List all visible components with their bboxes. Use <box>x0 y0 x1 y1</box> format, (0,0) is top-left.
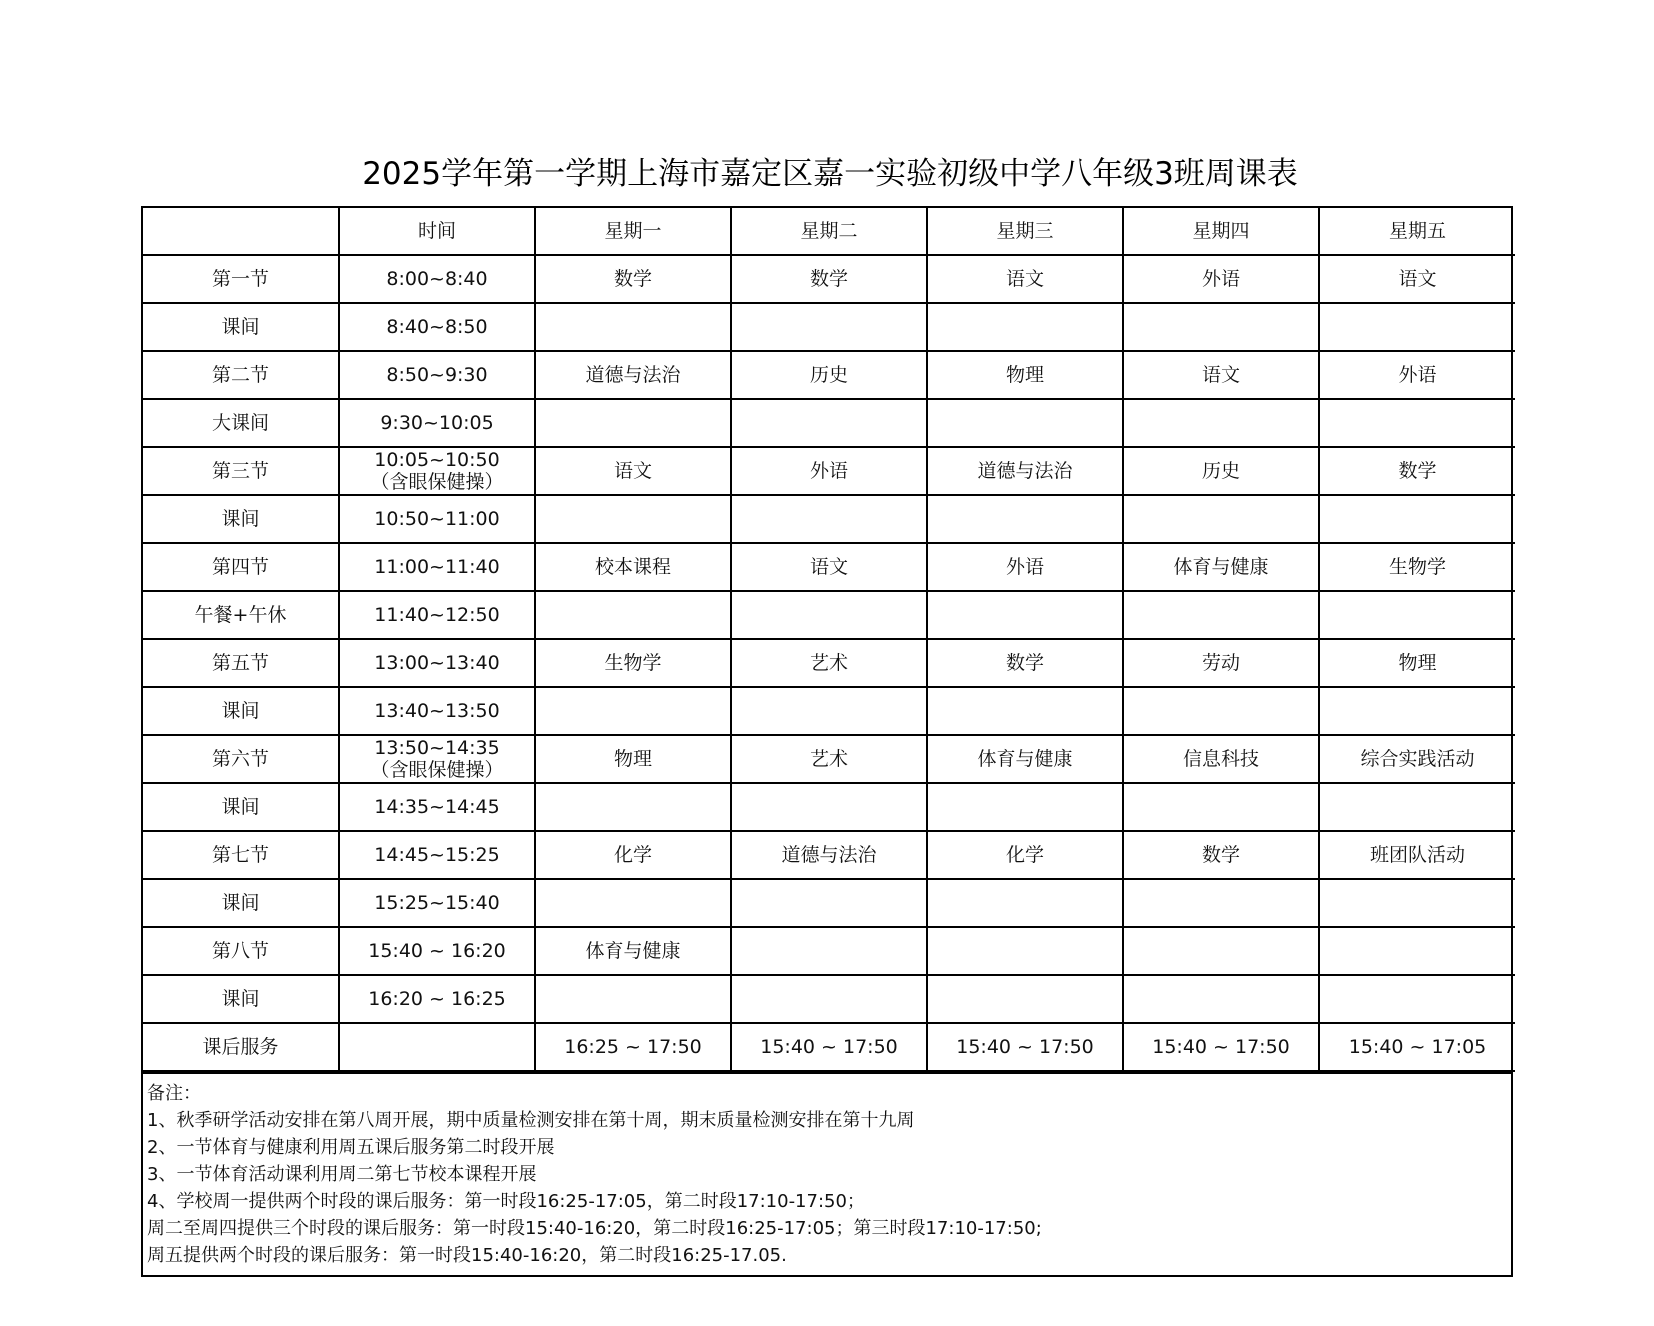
table-row <box>143 975 1515 1023</box>
subject-cell: 班团队活动 <box>1319 831 1515 879</box>
subject-cell: 物理 <box>927 351 1123 399</box>
subject-cell: 物理 <box>1319 639 1515 687</box>
subject-cell <box>731 975 927 1023</box>
subject-cell: 数学 <box>535 255 731 303</box>
table-row <box>143 639 1515 687</box>
subject-cell <box>731 783 927 831</box>
period-time <box>339 927 535 975</box>
period-label: 第一节 <box>143 255 339 303</box>
period-time <box>339 543 535 591</box>
table-row <box>143 1023 1515 1071</box>
subject-cell <box>731 879 927 927</box>
subject-cell: 艺术 <box>731 639 927 687</box>
period-label: 第七节 <box>143 831 339 879</box>
subject-cell: 15:40 ~ 17:50 <box>731 1023 927 1071</box>
time-range: 16:20 ~ 16:25 <box>368 988 506 1010</box>
subject-cell <box>927 303 1123 351</box>
period-time <box>339 303 535 351</box>
subject-cell <box>1123 975 1319 1023</box>
subject-cell: 15:40 ~ 17:50 <box>927 1023 1123 1071</box>
subject-cell: 化学 <box>927 831 1123 879</box>
period-label: 第六节 <box>143 735 339 783</box>
subject-cell: 生物学 <box>1319 543 1515 591</box>
subject-cell <box>927 975 1123 1023</box>
table-row <box>143 735 1515 783</box>
table-row <box>143 255 1515 303</box>
table-row <box>143 687 1515 735</box>
subject-cell: 数学 <box>1319 447 1515 495</box>
subject-cell: 艺术 <box>731 735 927 783</box>
period-time <box>339 447 535 495</box>
subject-cell <box>1319 975 1515 1023</box>
subject-cell <box>535 399 731 447</box>
table-row <box>143 831 1515 879</box>
period-label: 第二节 <box>143 351 339 399</box>
subject-cell <box>535 975 731 1023</box>
period-label: 课后服务 <box>143 1023 339 1071</box>
subject-cell <box>927 399 1123 447</box>
subject-cell <box>1319 879 1515 927</box>
subject-cell <box>731 495 927 543</box>
header-day: 星期五 <box>1319 208 1515 255</box>
time-range: 14:45~15:25 <box>374 844 500 866</box>
subject-cell <box>1123 879 1319 927</box>
subject-cell: 外语 <box>731 447 927 495</box>
subject-cell: 体育与健康 <box>927 735 1123 783</box>
period-label: 第五节 <box>143 639 339 687</box>
subject-cell: 数学 <box>731 255 927 303</box>
subject-cell <box>927 879 1123 927</box>
subject-cell: 生物学 <box>535 639 731 687</box>
time-range: 10:50~11:00 <box>374 508 500 530</box>
period-label: 午餐+午休 <box>143 591 339 639</box>
subject-cell <box>1319 927 1515 975</box>
time-note: （含眼保健操） <box>370 471 504 493</box>
subject-cell: 道德与法治 <box>927 447 1123 495</box>
subject-cell <box>535 879 731 927</box>
note-line: 1、秋季研学活动安排在第八周开展，期中质量检测安排在第十周，期末质量检测安排在第十九周 <box>147 1110 915 1131</box>
subject-cell <box>1123 687 1319 735</box>
table-row <box>143 399 1515 447</box>
time-range: 11:40~12:50 <box>374 604 500 626</box>
header-day: 星期一 <box>535 208 731 255</box>
period-label: 第四节 <box>143 543 339 591</box>
subject-cell <box>1123 783 1319 831</box>
subject-cell: 数学 <box>1123 831 1319 879</box>
subject-cell <box>1123 591 1319 639</box>
subject-cell <box>1123 303 1319 351</box>
subject-cell: 语文 <box>535 447 731 495</box>
time-range: 8:50~9:30 <box>386 364 488 386</box>
subject-cell: 外语 <box>1319 351 1515 399</box>
period-time <box>339 255 535 303</box>
header-time: 时间 <box>339 208 535 255</box>
subject-cell <box>731 303 927 351</box>
header-row <box>143 208 1515 255</box>
table-row <box>143 591 1515 639</box>
period-time <box>339 783 535 831</box>
subject-cell: 15:40 ~ 17:50 <box>1123 1023 1319 1071</box>
subject-cell: 化学 <box>535 831 731 879</box>
subject-cell: 语文 <box>1123 351 1319 399</box>
time-range: 13:50~14:35 <box>374 737 500 759</box>
time-range: 11:00~11:40 <box>374 556 500 578</box>
header-day: 星期二 <box>731 208 927 255</box>
schedule-table <box>143 208 1515 1072</box>
subject-cell: 体育与健康 <box>535 927 731 975</box>
subject-cell <box>535 687 731 735</box>
period-time <box>339 495 535 543</box>
subject-cell <box>535 591 731 639</box>
period-time <box>339 879 535 927</box>
subject-cell: 道德与法治 <box>535 351 731 399</box>
subject-cell: 历史 <box>731 351 927 399</box>
subject-cell <box>535 495 731 543</box>
header-day: 星期三 <box>927 208 1123 255</box>
period-label: 课间 <box>143 879 339 927</box>
subject-cell <box>927 591 1123 639</box>
time-range: 8:00~8:40 <box>386 268 488 290</box>
period-time <box>339 351 535 399</box>
time-note: （含眼保健操） <box>370 759 504 781</box>
period-label: 课间 <box>143 687 339 735</box>
time-range: 10:05~10:50 <box>374 449 500 471</box>
note-line: 周五提供两个时段的课后服务：第一时段15:40-16:20，第二时段16:25-17.05. <box>147 1245 787 1266</box>
subject-cell <box>1319 783 1515 831</box>
notes-section <box>143 1072 1511 1275</box>
subject-cell: 劳动 <box>1123 639 1319 687</box>
time-range: 13:40~13:50 <box>374 700 500 722</box>
table-row <box>143 879 1515 927</box>
time-range: 14:35~14:45 <box>374 796 500 818</box>
subject-cell: 外语 <box>1123 255 1319 303</box>
subject-cell <box>927 687 1123 735</box>
table-row <box>143 447 1515 495</box>
note-line: 周二至周四提供三个时段的课后服务：第一时段15:40-16:20，第二时段16:25-17:05；第三时段17:10-17:50; <box>147 1218 1042 1239</box>
period-time <box>339 831 535 879</box>
subject-cell <box>927 495 1123 543</box>
header-day: 星期四 <box>1123 208 1319 255</box>
subject-cell <box>731 399 927 447</box>
period-label: 课间 <box>143 783 339 831</box>
period-time <box>339 687 535 735</box>
period-label: 大课间 <box>143 399 339 447</box>
subject-cell: 校本课程 <box>535 543 731 591</box>
table-row <box>143 303 1515 351</box>
subject-cell <box>927 927 1123 975</box>
time-range: 13:00~13:40 <box>374 652 500 674</box>
period-label: 课间 <box>143 303 339 351</box>
time-range: 8:40~8:50 <box>386 316 488 338</box>
subject-cell <box>731 687 927 735</box>
subject-cell <box>1319 591 1515 639</box>
period-time <box>339 735 535 783</box>
table-row <box>143 783 1515 831</box>
subject-cell <box>1319 303 1515 351</box>
subject-cell <box>535 303 731 351</box>
note-line: 4、学校周一提供两个时段的课后服务：第一时段16:25-17:05，第二时段17:10-17:50； <box>147 1191 865 1212</box>
subject-cell: 语文 <box>927 255 1123 303</box>
table-row <box>143 927 1515 975</box>
subject-cell <box>731 927 927 975</box>
timetable <box>141 206 1513 1277</box>
subject-cell: 15:40 ~ 17:05 <box>1319 1023 1515 1071</box>
page-title: 2025学年第一学期上海市嘉定区嘉一实验初级中学八年级3班周课表 <box>362 156 1298 192</box>
subject-cell: 数学 <box>927 639 1123 687</box>
subject-cell <box>1319 399 1515 447</box>
table-row <box>143 351 1515 399</box>
subject-cell: 16:25 ~ 17:50 <box>535 1023 731 1071</box>
subject-cell: 外语 <box>927 543 1123 591</box>
subject-cell: 信息科技 <box>1123 735 1319 783</box>
notes-heading: 备注： <box>147 1083 201 1104</box>
period-label: 第三节 <box>143 447 339 495</box>
subject-cell <box>1319 495 1515 543</box>
time-range: 9:30~10:05 <box>380 412 494 434</box>
subject-cell <box>1123 495 1319 543</box>
subject-cell <box>1319 687 1515 735</box>
subject-cell <box>1123 927 1319 975</box>
subject-cell <box>927 783 1123 831</box>
header-corner-cell <box>143 208 339 255</box>
table-row <box>143 495 1515 543</box>
subject-cell: 体育与健康 <box>1123 543 1319 591</box>
subject-cell: 综合实践活动 <box>1319 735 1515 783</box>
note-line: 2、一节体育与健康利用周五课后服务第二时段开展 <box>147 1137 555 1158</box>
note-line: 3、一节体育活动课利用周二第七节校本课程开展 <box>147 1164 537 1185</box>
subject-cell <box>731 591 927 639</box>
period-time <box>339 591 535 639</box>
period-time <box>339 975 535 1023</box>
time-range: 15:25~15:40 <box>374 892 500 914</box>
period-time <box>339 1023 535 1071</box>
period-time <box>339 399 535 447</box>
subject-cell: 道德与法治 <box>731 831 927 879</box>
schedule-body <box>143 208 1515 1071</box>
subject-cell: 语文 <box>731 543 927 591</box>
subject-cell: 历史 <box>1123 447 1319 495</box>
subject-cell: 语文 <box>1319 255 1515 303</box>
period-time <box>339 639 535 687</box>
period-label: 课间 <box>143 975 339 1023</box>
table-row <box>143 543 1515 591</box>
period-label: 第八节 <box>143 927 339 975</box>
time-range: 15:40 ~ 16:20 <box>368 940 506 962</box>
subject-cell: 物理 <box>535 735 731 783</box>
subject-cell <box>535 783 731 831</box>
subject-cell <box>1123 399 1319 447</box>
period-label: 课间 <box>143 495 339 543</box>
